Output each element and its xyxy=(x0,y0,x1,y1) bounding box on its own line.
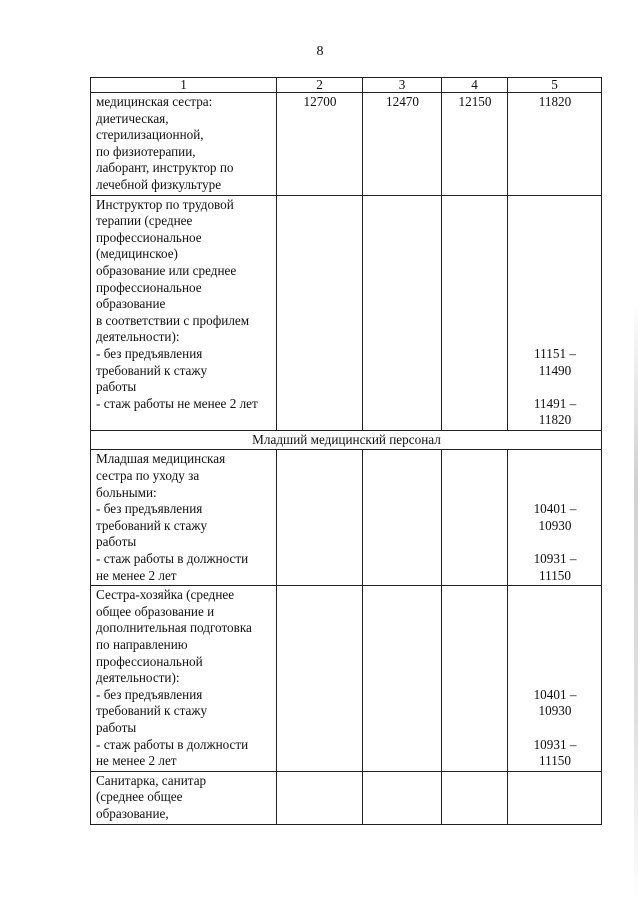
table-row xyxy=(91,93,602,196)
position-line: диетическая, xyxy=(96,110,169,126)
column-header-2: 2 xyxy=(277,78,363,93)
salary-range-min: 10931 – xyxy=(533,551,577,567)
salary-range-max: 10930 xyxy=(538,703,572,719)
salary-value-col4: 12150 xyxy=(442,93,508,196)
position-line: по направлению xyxy=(96,637,188,652)
empty-cell xyxy=(442,586,508,772)
condition-line: - без предъявления xyxy=(96,686,203,702)
condition-line: - стаж работы в должности xyxy=(96,551,249,567)
position-line: медицинская сестра: xyxy=(96,94,213,109)
salary-range-min: 10401 – xyxy=(533,501,577,517)
page-number: 8 xyxy=(316,44,324,59)
empty-cell xyxy=(363,195,442,430)
position-line: образование xyxy=(96,296,166,312)
condition-line: не менее 2 лет xyxy=(96,753,177,769)
position-line: сестра по уходу за xyxy=(96,468,200,484)
empty-cell xyxy=(363,771,442,824)
scan-edge-shadow xyxy=(634,300,638,900)
position-line: профессиональное xyxy=(96,279,202,295)
condition-line: - без предъявления xyxy=(96,501,203,517)
empty-cell xyxy=(442,450,508,586)
salary-range-min: 10931 – xyxy=(533,736,577,752)
empty-cell xyxy=(442,771,508,824)
position-cell xyxy=(91,450,277,586)
empty-cell xyxy=(363,586,442,772)
condition-line: - без предъявления xyxy=(96,345,203,361)
position-line: лаборант, инструктор по xyxy=(96,160,234,176)
empty-cell xyxy=(277,771,363,824)
salary-value-col3: 12470 xyxy=(363,93,442,196)
salary-table xyxy=(90,77,602,825)
salary-range-min: 10401 – xyxy=(533,686,577,702)
salary-range-max: 11820 xyxy=(538,412,572,428)
salary-range-cell xyxy=(508,195,602,430)
position-cell xyxy=(91,93,277,196)
salary-range-cell xyxy=(508,450,602,586)
table-row xyxy=(91,771,602,824)
position-line: образование или среднее xyxy=(96,262,237,278)
table-row xyxy=(91,195,602,430)
position-line: образование, xyxy=(96,805,169,821)
table-header-row xyxy=(91,78,602,93)
position-line: Инструктор по трудовой xyxy=(96,196,234,212)
position-line: в соответствии с профилем xyxy=(96,312,250,328)
condition-line: работы xyxy=(96,379,137,395)
column-header-3: 3 xyxy=(363,78,442,93)
condition-line: работы xyxy=(96,719,137,735)
empty-cell xyxy=(277,586,363,772)
salary-range-max: 11150 xyxy=(539,567,571,583)
empty-cell xyxy=(363,450,442,586)
position-line: профессиональное xyxy=(96,229,202,245)
table-row xyxy=(91,450,602,586)
empty-cell xyxy=(508,771,602,824)
position-line: стерилизационной, xyxy=(96,127,204,143)
position-line: (медицинское) xyxy=(96,246,178,262)
position-line: общее образование и xyxy=(96,603,215,619)
position-line: больными: xyxy=(96,484,157,500)
column-header-5: 5 xyxy=(508,78,602,93)
empty-cell xyxy=(277,450,363,586)
position-cell xyxy=(91,195,277,430)
position-line: профессиональной xyxy=(96,653,203,669)
position-cell xyxy=(91,586,277,772)
position-cell xyxy=(91,771,277,824)
salary-range-max: 11150 xyxy=(539,753,571,769)
position-line: (среднее общее xyxy=(96,789,183,805)
condition-line: - стаж работы не менее 2 лет xyxy=(96,395,258,411)
condition-line: требований к стажу xyxy=(96,517,208,533)
position-line: лечебной физкультуре xyxy=(96,176,222,192)
empty-cell xyxy=(277,195,363,430)
condition-line: не менее 2 лет xyxy=(96,567,177,583)
position-line: по физиотерапии, xyxy=(96,143,196,159)
empty-cell xyxy=(442,195,508,430)
position-line: Сестра-хозяйка (среднее xyxy=(96,587,235,603)
salary-range-min: 11151 – xyxy=(534,345,576,361)
condition-line: требований к стажу xyxy=(96,703,208,719)
condition-line: - стаж работы в должности xyxy=(96,736,249,752)
position-line: Санитарка, санитар xyxy=(96,772,207,788)
condition-line: работы xyxy=(96,534,137,550)
condition-line: требований к стажу xyxy=(96,362,208,378)
salary-range-max: 11490 xyxy=(538,362,572,378)
table-row xyxy=(91,586,602,772)
column-header-1: 1 xyxy=(91,78,277,93)
position-line: терапии (среднее xyxy=(96,213,193,229)
position-line: дополнительная подготовка xyxy=(96,620,252,636)
position-line: деятельности): xyxy=(96,329,180,345)
salary-range-cell xyxy=(508,586,602,772)
position-line: Младшая медицинская xyxy=(96,451,226,467)
section-title: Младший медицинский персонал xyxy=(91,430,602,450)
salary-value-col2: 12700 xyxy=(277,93,363,196)
salary-range-min: 11491 – xyxy=(533,395,577,411)
salary-range-max: 10930 xyxy=(538,517,572,533)
position-line: деятельности): xyxy=(96,670,180,686)
section-header-row xyxy=(91,430,602,450)
salary-value-col5: 11820 xyxy=(508,93,602,196)
column-header-4: 4 xyxy=(442,78,508,93)
